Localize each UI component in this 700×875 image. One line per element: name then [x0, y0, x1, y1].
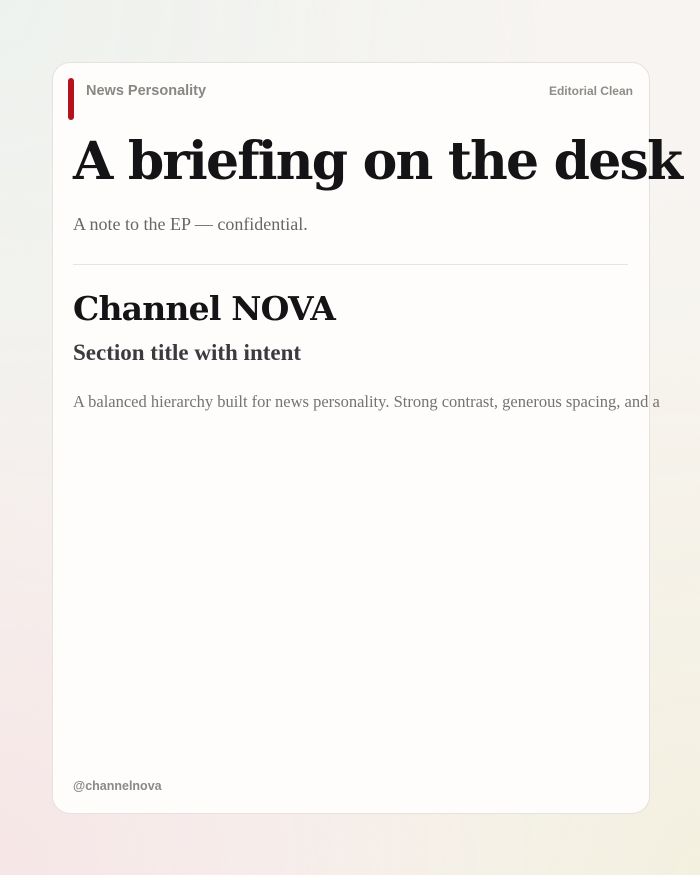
card [52, 62, 682, 814]
social-handle: @channelnova [73, 779, 162, 793]
content-clip [53, 63, 700, 813]
brand-label: News Personality [86, 83, 207, 99]
body-text: A balanced hierarchy built for news personality. Strong contrast, generous spacing, and a [73, 392, 660, 411]
subhead: A note to the EP — confidential. [73, 214, 308, 234]
theme-label: Editorial Clean [548, 84, 633, 98]
channel-name: Channel NOVA [73, 289, 336, 328]
divider [73, 264, 628, 265]
section-title: Section title with intent [73, 340, 302, 365]
headline: A briefing on the desk [73, 131, 682, 192]
